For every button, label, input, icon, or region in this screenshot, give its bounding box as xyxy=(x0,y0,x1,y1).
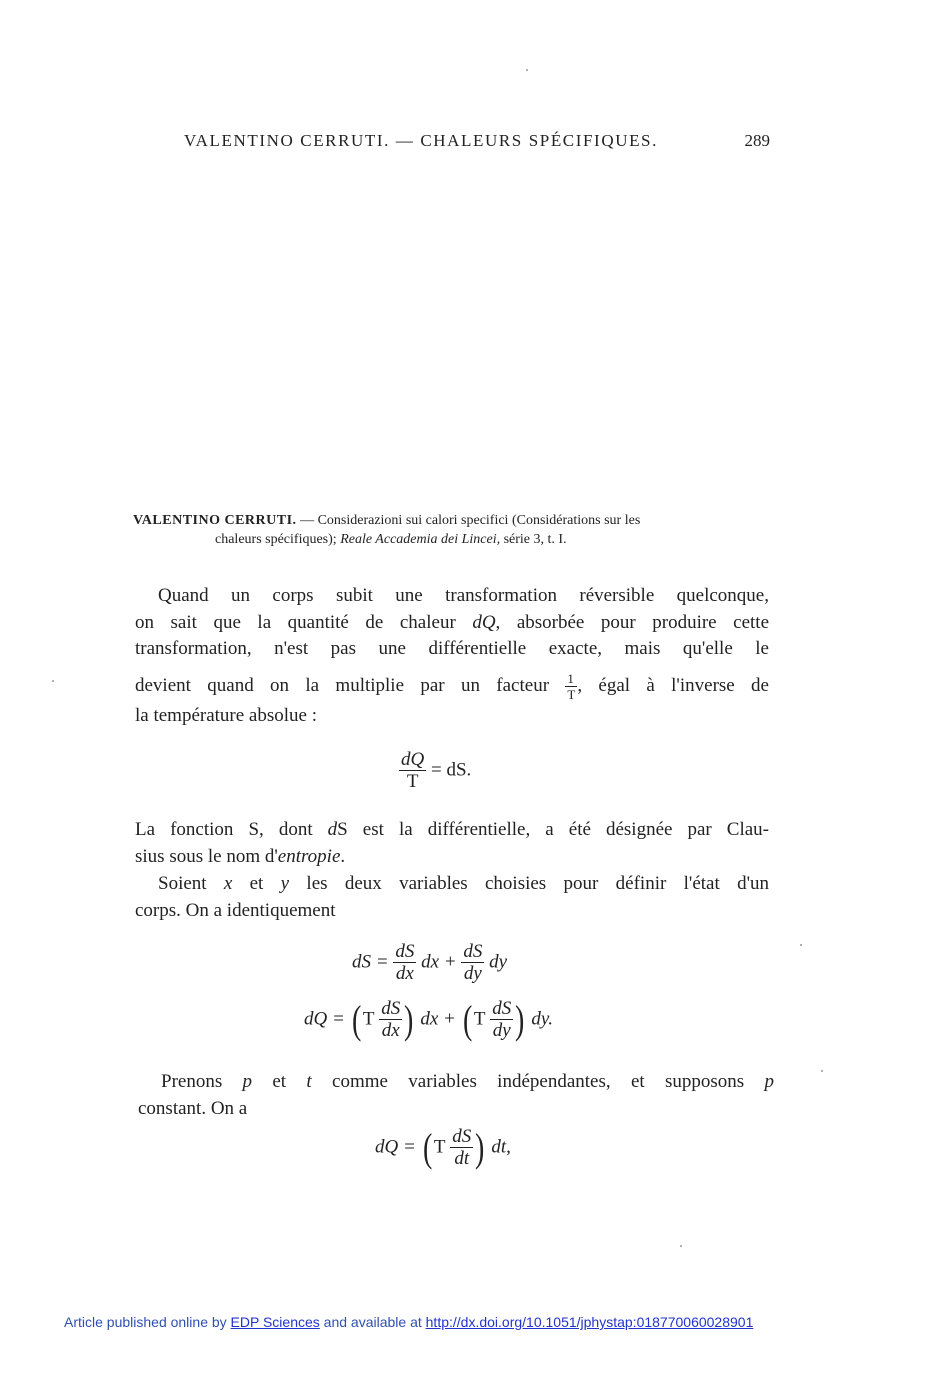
var-x: x xyxy=(223,873,233,894)
p1-line-2b: , absorbée pour produire cette xyxy=(495,611,769,633)
eq3-end: dy. xyxy=(531,1008,553,1030)
frac-num: 1 xyxy=(565,672,577,687)
scan-speck xyxy=(680,1245,682,1247)
scan-speck xyxy=(800,944,802,946)
left-paren: ( xyxy=(351,997,361,1042)
eq3-T1: T xyxy=(362,1008,375,1030)
var-d: d xyxy=(327,819,338,840)
paragraph-2 xyxy=(135,817,769,870)
footer-text-2: and available at xyxy=(319,1314,426,1330)
left-paren: ( xyxy=(422,1125,432,1170)
running-title: VALENTINO CERRUTI. — CHALEURS SPÉCIFIQUES. xyxy=(184,131,658,150)
right-paren: ) xyxy=(515,997,525,1042)
eq1-den: T xyxy=(406,771,419,792)
footer-text-1: Article published online by xyxy=(64,1314,231,1330)
eq2-fraction-1 xyxy=(393,942,416,983)
p1-line-4b: , égal à l'inverse de xyxy=(577,674,769,696)
paragraph-1 xyxy=(135,583,769,729)
equation-1 xyxy=(399,750,471,791)
var-p: p xyxy=(242,1071,253,1092)
p1-line-1: Quand un corps subit une transformation réversible quelconque, xyxy=(158,585,769,606)
eq3-lhs: dQ = xyxy=(304,1008,345,1030)
eq4-fraction xyxy=(450,1127,473,1168)
reference-title-2: chaleurs spécifiques); xyxy=(215,532,337,547)
reference-title-1: — Considerazioni sui calori specifici (Considérations sur les xyxy=(296,513,641,528)
p4-line-1a: Prenons xyxy=(161,1071,243,1092)
eq2-f1-num: dS xyxy=(395,941,415,962)
eq3-f1-num: dS xyxy=(381,998,401,1019)
eq2-lhs: dS = xyxy=(352,951,389,973)
p3-et: et xyxy=(232,873,281,894)
var-t: t xyxy=(306,1071,312,1092)
scan-speck xyxy=(52,680,54,682)
reference-line-2 xyxy=(133,530,773,549)
eq1-rhs: = dS. xyxy=(430,759,472,781)
p1-line-5: la température absolue : xyxy=(135,704,318,726)
var-dQ: dQ xyxy=(472,611,496,633)
p4-line-1b: comme variables indépendantes, et supposons xyxy=(311,1071,765,1092)
p2-line-2 xyxy=(135,844,769,871)
p1-line-2 xyxy=(135,610,769,637)
term-entropie: entropie xyxy=(277,845,341,867)
eq2-f2-den: dy xyxy=(463,963,482,984)
page-number: 289 xyxy=(744,131,770,150)
eq2-fraction-2 xyxy=(461,942,484,983)
bibliographic-reference xyxy=(133,511,773,549)
eq1-num: dQ xyxy=(401,749,425,770)
p2-line-1 xyxy=(135,817,769,844)
p1-line-4a: devient quand on la multiplie par un facteur xyxy=(135,674,566,696)
p2-line-1a: La fonction S, dont xyxy=(135,819,328,840)
equation-2 xyxy=(352,942,507,983)
equation-3 xyxy=(304,996,553,1043)
p3-line-2: corps. On a identiquement xyxy=(135,899,336,921)
eq2-mid: dx + xyxy=(421,951,457,973)
equation-4 xyxy=(375,1124,511,1171)
frac-den: T xyxy=(567,686,576,702)
scan-speck xyxy=(526,69,528,71)
p2-line-2b: . xyxy=(340,845,346,867)
reference-author: VALENTINO CERRUTI. xyxy=(133,513,297,528)
left-paren: ( xyxy=(462,997,472,1042)
eq3-f2-den: dy xyxy=(492,1020,511,1041)
inline-fraction xyxy=(565,672,577,701)
eq4-T: T xyxy=(433,1136,446,1158)
doi-link[interactable]: http://dx.doi.org/10.1051/jphystap:018770060028901 xyxy=(425,1314,754,1330)
paragraph-3 xyxy=(135,871,769,924)
running-header xyxy=(184,131,770,155)
eq2-end: dy xyxy=(489,951,508,973)
p1-line-2a: on sait que la quantité de chaleur xyxy=(135,611,473,633)
right-paren: ) xyxy=(475,1125,485,1170)
eq4-end: dt, xyxy=(491,1136,511,1158)
p4-line-2: constant. On a xyxy=(138,1097,248,1119)
eq3-f1-den: dx xyxy=(381,1020,400,1041)
p1-line-4 xyxy=(135,671,769,701)
p4-line-1 xyxy=(138,1069,774,1096)
var-p2: p xyxy=(764,1071,774,1092)
p3-line-1a: Soient xyxy=(158,873,224,894)
p1-line-3: transformation, n'est pas une différentielle exacte, mais qu'elle le xyxy=(135,638,769,659)
eq3-T2: T xyxy=(473,1008,486,1030)
eq3-mid: dx + xyxy=(420,1008,456,1030)
reference-journal: Reale Accademia dei Lincei, xyxy=(340,532,501,547)
eq2-f1-den: dx xyxy=(395,963,414,984)
eq4-lhs: dQ = xyxy=(375,1136,416,1158)
eq4-num: dS xyxy=(452,1126,472,1147)
scan-speck xyxy=(821,1070,823,1072)
eq2-f2-num: dS xyxy=(463,941,483,962)
p2-line-2a: sius sous le nom d' xyxy=(135,845,278,867)
publication-footer xyxy=(64,1314,824,1330)
eq1-fraction xyxy=(399,750,426,791)
reference-line-1 xyxy=(133,511,773,530)
eq3-fraction-2 xyxy=(490,999,513,1040)
p4-et: et xyxy=(252,1071,307,1092)
p3-line-1b: les deux variables choisies pour définir l'état d'un xyxy=(289,873,769,894)
eq3-f2-num: dS xyxy=(492,998,512,1019)
p3-line-1 xyxy=(135,871,769,898)
eq4-den: dt xyxy=(454,1148,470,1169)
eq3-fraction-1 xyxy=(379,999,402,1040)
var-y: y xyxy=(280,873,290,894)
paragraph-4 xyxy=(138,1069,774,1122)
p2-line-1b: S est la différentielle, a été désignée par Clau- xyxy=(337,819,770,840)
reference-series: série 3, t. I. xyxy=(500,532,567,547)
right-paren: ) xyxy=(404,997,414,1042)
edp-sciences-link[interactable]: EDP Sciences xyxy=(230,1314,320,1330)
